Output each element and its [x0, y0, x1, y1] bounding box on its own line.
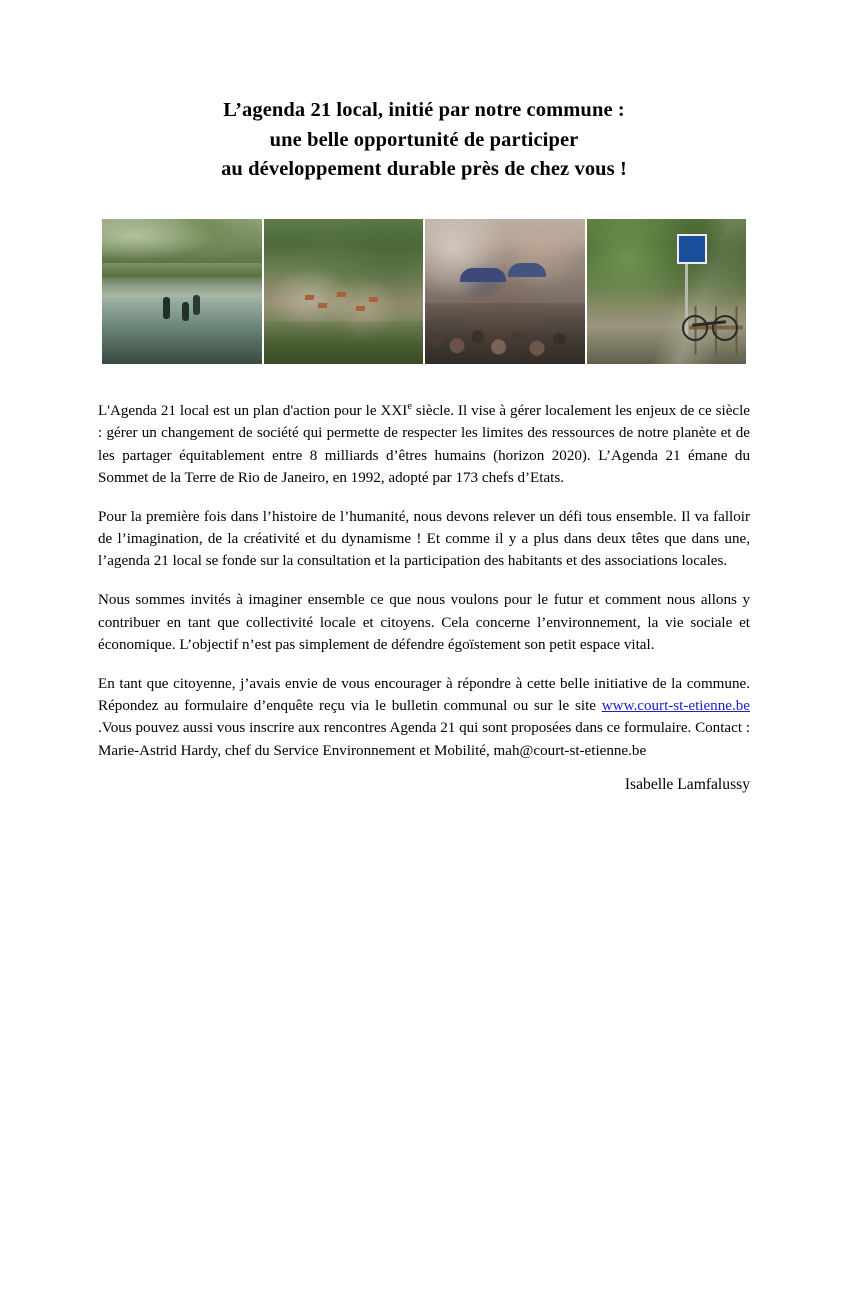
photo-terrace: [425, 219, 585, 364]
ordinal-suffix: e: [407, 401, 412, 413]
page-title: [0, 96, 848, 185]
paragraph-1: [98, 400, 750, 489]
parasol-shape: [460, 268, 506, 282]
blue-road-sign-icon: [677, 234, 707, 264]
paragraph-1-part-2: siècle. Il vise à gérer localement les enjeux de ce siècle : gérer un changement de société qui permette de respecter les limites des ressources de notre planète et de les partager équitablement entre 8 milliards d’êtres humains (horizon 2020). L’Agenda 21 émane du Sommet de la Terre de Rio de Janeiro, en 1992, adopté par 173 chefs d’Etats.: [98, 403, 750, 486]
bicycle-wheel: [682, 315, 708, 341]
bicycle-wheel: [712, 315, 738, 341]
paragraph-2: Pour la première fois dans l’histoire de l’humanité, nous devons relever un défi tous ensemble. Il va falloir de l’imagination, de la créativité et du dynamisme ! Et comme il y a plus dans deux têtes que dans une, l’agenda 21 local se fonde sur la consultation et la participation des habitants et des associations locales.: [98, 508, 750, 570]
riverbank-shape: [102, 263, 262, 278]
fisher-figure: [182, 302, 189, 321]
photo-strip: [102, 219, 746, 364]
fisher-figure: [193, 295, 200, 315]
paragraph-3: Nous sommes invités à imaginer ensemble ce que nous voulons pour le futur et comment nous allons y contribuer en tant que collectivité locale et citoyens. Cela concerne l’environnement, la vie sociale et économique. L’objectif n’est pas simplement de défendre égoïstement son petit espace vital.: [98, 592, 750, 653]
crowd-shape: [425, 303, 585, 364]
bicycle-icon: [682, 315, 738, 341]
document-page: [0, 96, 848, 1296]
signature: Isabelle Lamfalussy: [624, 775, 750, 793]
title-line-2: une belle opportunité de participer: [269, 128, 579, 151]
rooftop-shape: [356, 306, 366, 311]
title-line-1: L’agenda 21 local, initié par notre commune :: [223, 99, 625, 121]
fisher-figure: [163, 297, 170, 319]
paragraph-1-part-1: L'Agenda 21 local est un plan d'action pour le XXI: [98, 403, 408, 420]
photo-village: [264, 219, 424, 364]
website-link[interactable]: www.court-st-etienne.be: [601, 698, 750, 715]
paragraph-4-part-1: En tant que citoyenne, j’avais envie de vous encourager à répondre à cette belle initiative de la commune. Répondez au formulaire d’enquête reçu via le bulletin communal ou sur le site: [98, 676, 750, 715]
paragraph-4-part-2: .Vous pouvez aussi vous inscrire aux rencontres Agenda 21 qui sont proposées dans ce formulaire. Contact : Marie-Astrid Hardy, chef du Service Environnement et Mobilité, mah@court-st-etienne.be: [98, 720, 750, 759]
rooftop-shape: [317, 303, 327, 308]
title-line-3: au développement durable près de chez vous !: [221, 158, 627, 181]
paragraph-4: [98, 673, 750, 762]
rooftop-shape: [368, 297, 378, 302]
photo-river: [102, 219, 262, 364]
photo-bike: [587, 219, 747, 364]
parasol-shape: [508, 263, 546, 277]
rooftop-shape: [305, 295, 315, 300]
body-text: [98, 400, 750, 762]
rooftop-shape: [337, 292, 347, 297]
